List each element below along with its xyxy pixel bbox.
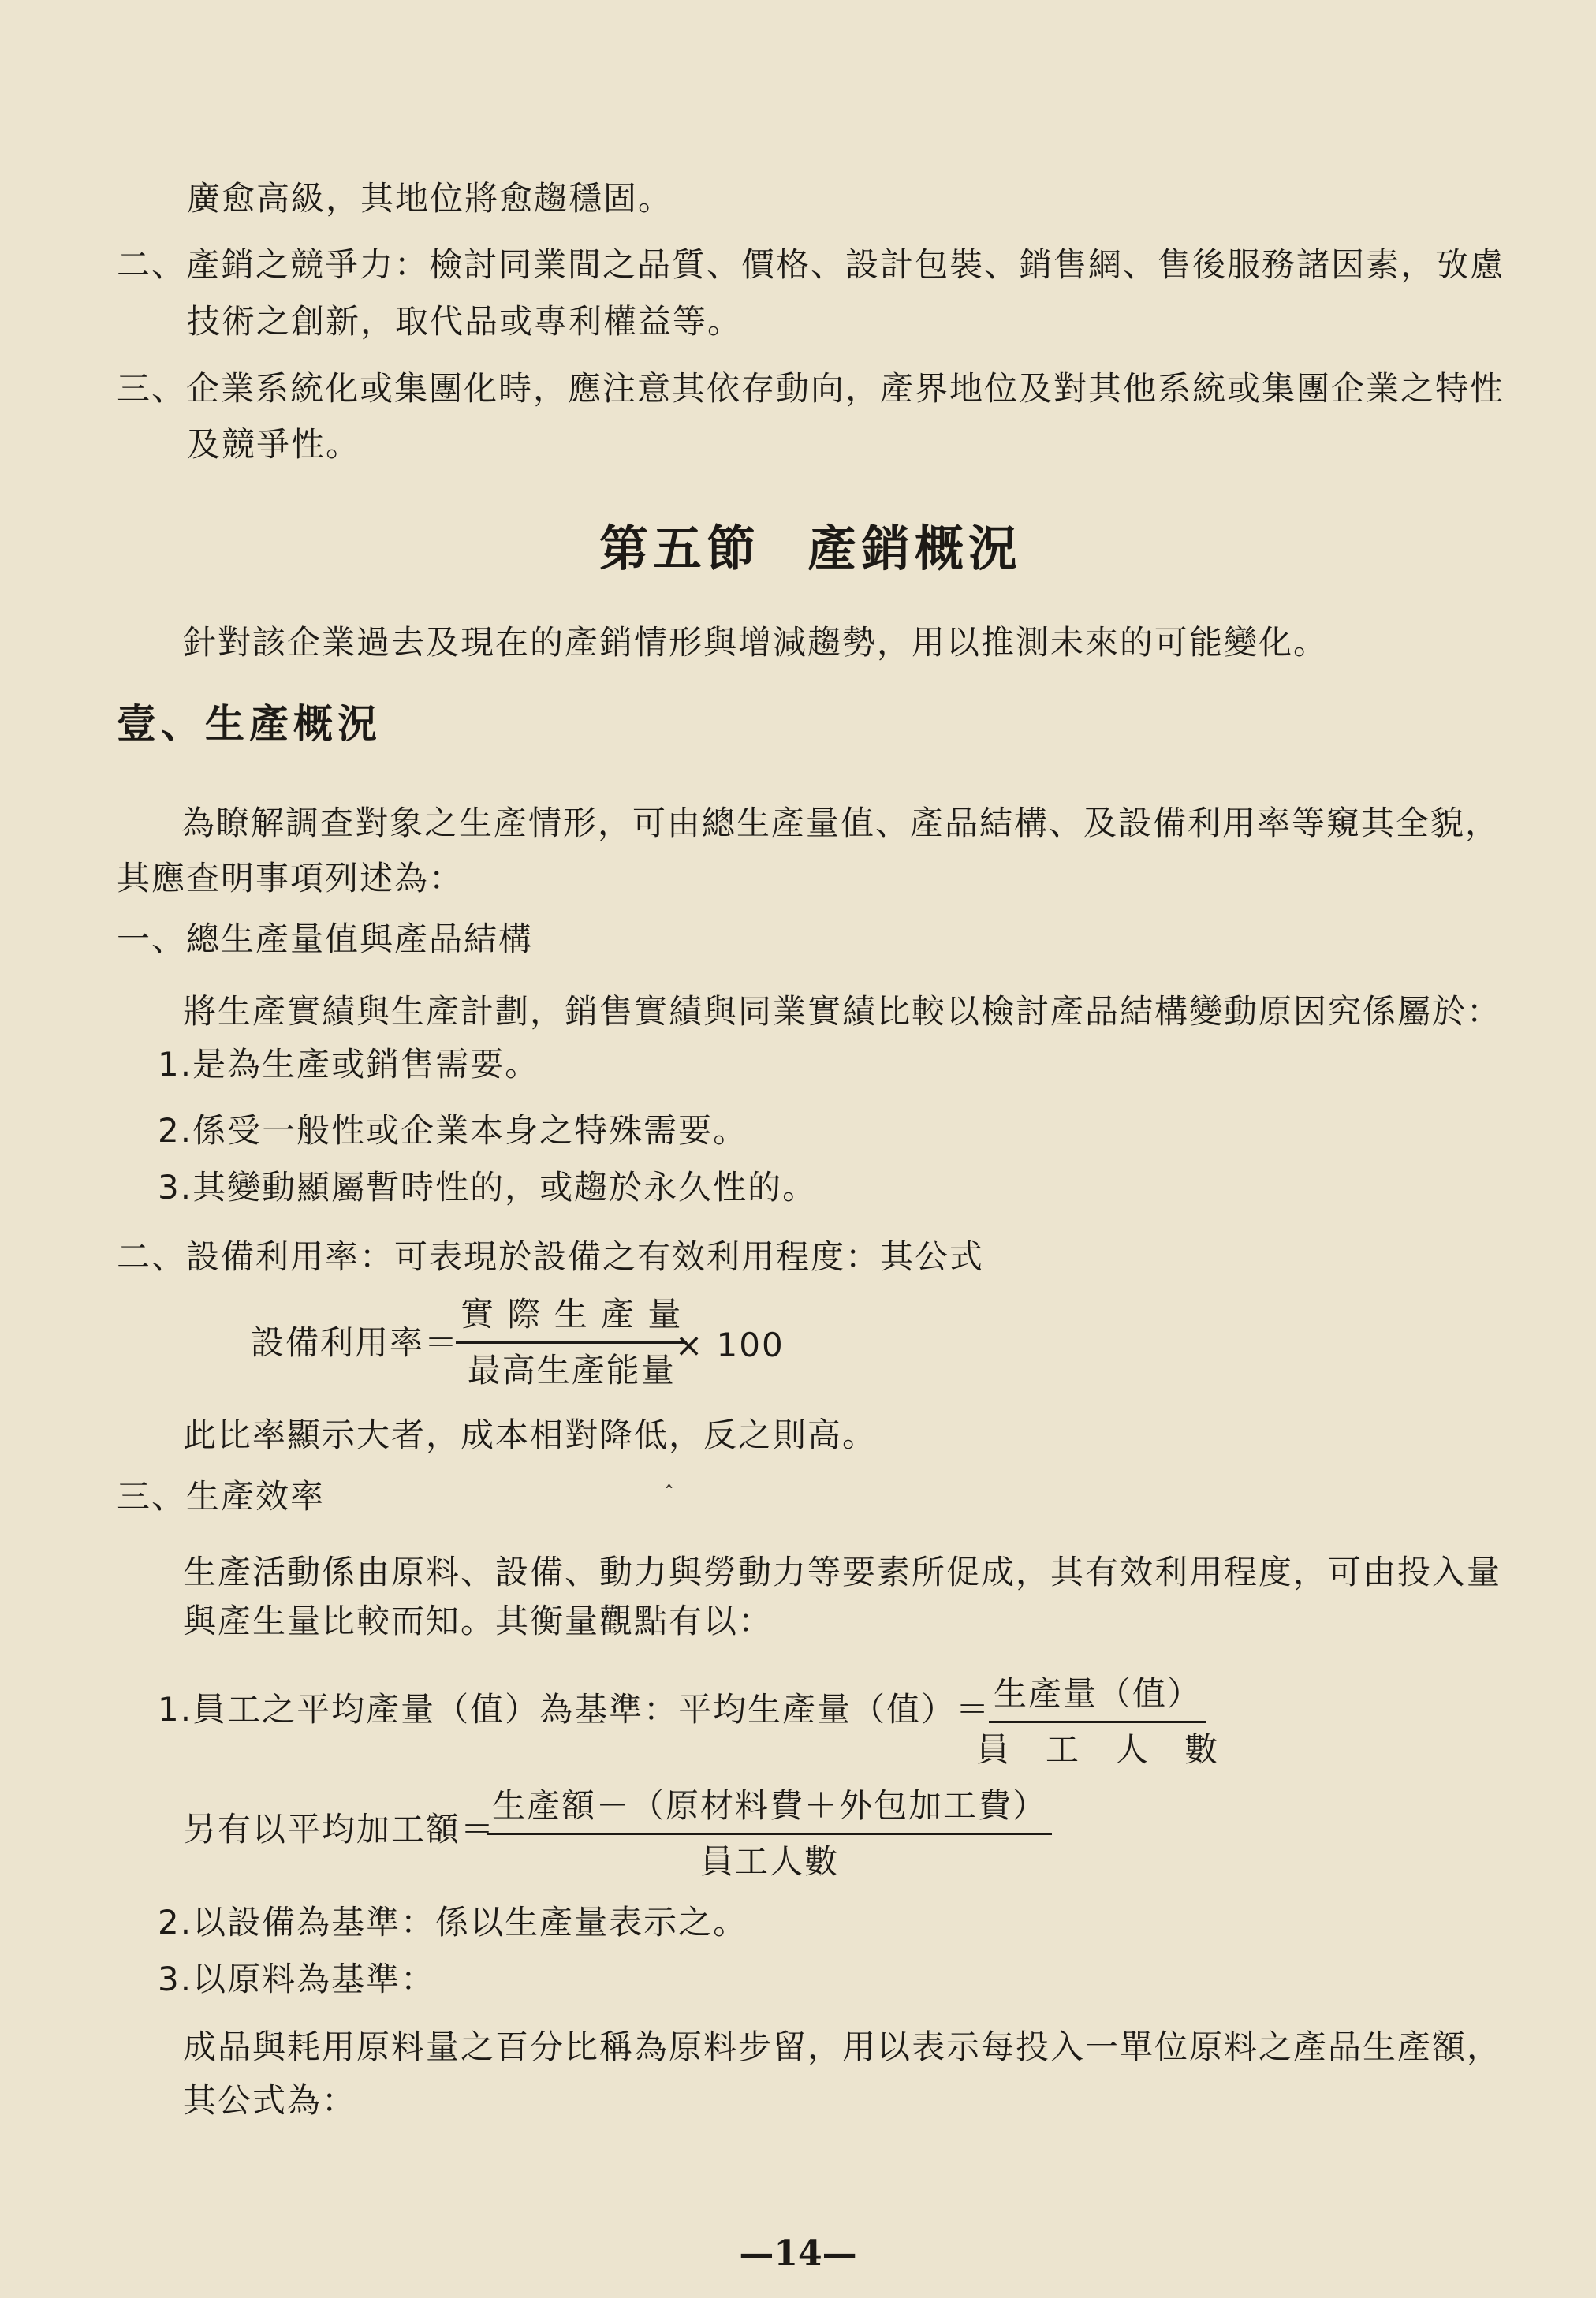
- section-heading: [599, 517, 1022, 580]
- fraction-numerator: 生產量（值）: [989, 1672, 1206, 1723]
- fraction-numerator: 實 際 生 產 量: [456, 1293, 687, 1344]
- list-item: 2.以設備為基準：係以生產量表示之。: [158, 1903, 748, 1942]
- formula-label: 設備利用率＝: [251, 1323, 460, 1362]
- list-item: 3.以原料為基準：: [158, 1960, 436, 1998]
- text-line: 三、企業系統化或集團化時，應注意其依存動向，產界地位及對其他系統或集團企業之特性: [117, 369, 1505, 408]
- page-number: —14—: [739, 2233, 857, 2274]
- fraction-denominator: 員 工 人 數: [976, 1730, 1220, 1769]
- list-item: 1.員工之平均產量（值）為基準：平均生產量（值）＝: [158, 1690, 991, 1729]
- paragraph-line: 成品與耗用原料量之百分比稱為原料步留，用以表示每投入一單位原料之產品生產額，: [183, 2028, 1502, 2066]
- text-line: 廣愈高級，其地位將愈趨穩固。: [187, 179, 673, 218]
- text-line: 技術之創新，取代品或專利權益等。: [187, 302, 743, 341]
- formula-fraction: [971, 1672, 1224, 1772]
- paragraph-line: 與產生量比較而知。其衡量觀點有以：: [183, 1602, 774, 1640]
- formula-fraction: [487, 1784, 1052, 1884]
- document-page: 廣愈高級，其地位將愈趨穩固。 二、產銷之競爭力：檢討同業間之品質、價格、設計包裝、銷售網、售後服務諸因素，攷慮 技術之創新，取代品或專利權益等。 三、企業系統化或集團化時，應注意其依存動向，產界地位及對其他系統或集團企業之特性 及競爭性。 第五節 產銷概況 針對該企業過去及現在的產銷情形與增減趨勢，用以推測未來的可能變化。 壹、生產概況 為瞭解調查對象之生產情形，可由總生產量值、產品結構、及設備利用率等窺其全貌， 其應查明事項列述為： 一、總生產量值與產品結構 將生產實績與生產計劃，銷售實績與同業實績比較以檢討產品結構變動原因究係屬於： 1.是為生產或銷售需要。 2.係受一般性或企業本身之特殊需要。 3.其變動顯屬暫時性的，或趨於永久性的。 二、設備利用率：可表現於設備之有效利用程度：其公式 設備利用率＝ 實 際 生 產 量 最高生產能量 × 100 此比率顯示大者，成本相對降低，反之則高。 三、生產效率 ˆ 生產活動係由原料、設備、動力與勞動力等要素所促成，其有效利用程度，可由投入量 與產生量比較而知。其衡量觀點有以： 1.員工之平均產量（值）為基準：平均生產量（值）＝ 生產量（值） 員 工 人 數 另有以平均加工額＝ 生產額－（原材料費＋外包加工費） 員工人數 2.以設備為基準：係以生產量表示之。 3.以原料為基準： 成品與耗用原料量之百分比稱為原料步留，用以表示每投入一單位原料之產品生產額， 其公式為： —14—: [0, 0, 1596, 2298]
- item-title: 三、生產效率: [117, 1477, 326, 1516]
- paragraph-line: 生產活動係由原料、設備、動力與勞動力等要素所促成，其有效利用程度，可由投入量: [183, 1553, 1502, 1591]
- section-title: 產銷概況: [807, 520, 1023, 577]
- paragraph-line: 將生產實績與生產計劃，銷售實績與同業實績比較以檢討產品結構變動原因究係屬於：: [183, 992, 1502, 1031]
- text-line: 及競爭性。: [187, 425, 361, 464]
- subsection-heading: 壹、生產概況: [117, 700, 382, 747]
- list-item: 3.其變動顯屬暫時性的，或趨於永久性的。: [158, 1168, 818, 1207]
- formula-multiplier: × 100: [675, 1326, 785, 1364]
- formula-label: 另有以平均加工額＝: [183, 1810, 496, 1848]
- item-title: 一、總生產量值與產品結構: [117, 920, 534, 958]
- list-item: 1.是為生產或銷售需要。: [158, 1045, 540, 1084]
- paragraph-line: 為瞭解調查對象之生產情形，可由總生產量值、產品結構、及設備利用率等窺其全貌，: [181, 804, 1501, 842]
- paragraph-line: 此比率顯示大者，成本相對降低，反之則高。: [183, 1416, 878, 1454]
- section-intro: 針對該企業過去及現在的產銷情形與增減趨勢，用以推測未來的可能變化。: [183, 623, 1329, 662]
- paragraph-line: 其公式為：: [183, 2081, 357, 2120]
- paragraph-line: 其應查明事項列述為：: [117, 859, 464, 897]
- fraction-denominator: 員工人數: [700, 1842, 840, 1881]
- fraction-denominator: 最高生產能量: [467, 1351, 676, 1390]
- text-line: 二、產銷之競爭力：檢討同業間之品質、價格、設計包裝、銷售網、售後服務諸因素，攷慮: [117, 245, 1505, 284]
- fraction-numerator: 生產額－（原材料費＋外包加工費）: [487, 1784, 1052, 1835]
- item-title: 二、設備利用率：可表現於設備之有效利用程度：其公式: [117, 1237, 985, 1276]
- formula-fraction: [456, 1293, 687, 1393]
- list-item: 2.係受一般性或企業本身之特殊需要。: [158, 1111, 748, 1150]
- section-number: 第五節: [599, 520, 761, 577]
